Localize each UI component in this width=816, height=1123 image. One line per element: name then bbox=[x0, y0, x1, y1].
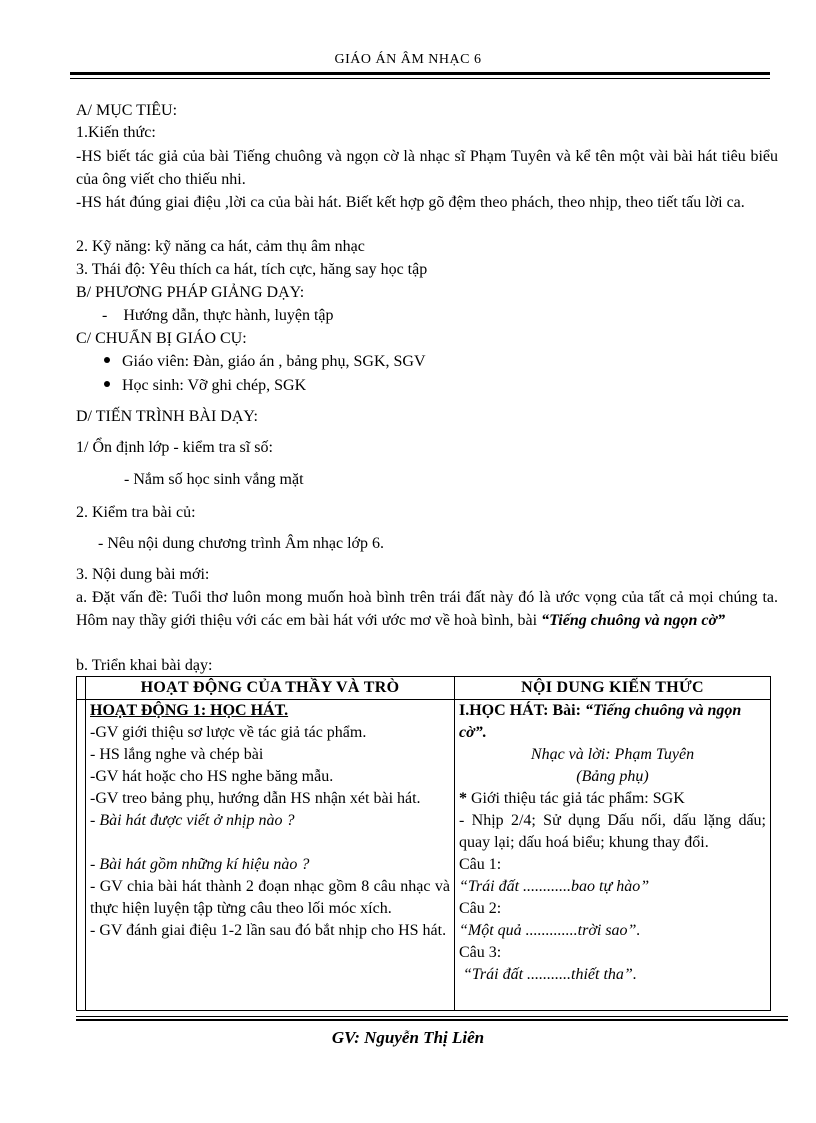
content-content bbox=[459, 700, 766, 1010]
activity-line-2: - HS lắng nghe và chép bài bbox=[90, 746, 264, 763]
section-d3: 3. Nội dung bài mới: bbox=[76, 566, 210, 583]
table-header-activities: HOẠT ĐỘNG CỦA THẦY VÀ TRÒ bbox=[86, 677, 455, 700]
section-c-heading: C/ CHUẨN BỊ GIÁO CỤ: bbox=[76, 330, 247, 347]
content-intro bbox=[459, 788, 766, 810]
activities-content bbox=[90, 700, 450, 1010]
bullet-icon bbox=[104, 357, 110, 363]
section-a2: 2. Kỹ năng: kỹ năng ca hát, cảm thụ âm nhạc bbox=[76, 238, 365, 255]
content-author: Nhạc và lời: Phạm Tuyên bbox=[530, 746, 695, 763]
section-d2-item: - Nêu nội dung chương trình Âm nhạc lớp 6. bbox=[98, 535, 384, 552]
spacer bbox=[90, 832, 450, 854]
table-row bbox=[77, 700, 771, 1011]
section-b-item bbox=[102, 305, 334, 327]
content-board-note: (Bảng phụ) bbox=[576, 768, 649, 785]
section-a1-paragraph-2: -HS hát đúng giai điệu ,lời ca của bài hát. Biết kết hợp gõ đệm theo phách, theo nhịp, theo tiết tấu lời ca. bbox=[76, 194, 745, 211]
content-phrase-2-label: Câu 2: bbox=[459, 900, 502, 917]
section-a1-heading: 1.Kiến thức: bbox=[76, 124, 156, 141]
section-c-item-1-text: Giáo viên: Đàn, giáo án , bảng phụ, SGK, SGV bbox=[122, 353, 426, 370]
dash-marker: - bbox=[102, 307, 124, 324]
footer-rule-thin bbox=[76, 1016, 788, 1017]
activity-line-6: - GV đánh giai điệu 1-2 lần sau đó bắt nhịp cho HS hát. bbox=[90, 922, 447, 939]
section-c-item-1 bbox=[104, 351, 426, 373]
star-marker: * bbox=[459, 790, 471, 807]
content-notes: - Nhịp 2/4; Sử dụng Dấu nối, dấu lặng dấu; quay lại; dấu hoá biểu; khung thay đổi. bbox=[459, 812, 766, 851]
lesson-table bbox=[76, 676, 771, 1011]
content-title-song: “Tiếng chuông và ngọn cờ”. bbox=[459, 702, 742, 741]
table-gutter-cell bbox=[77, 677, 86, 700]
section-d1: 1/ Ổn định lớp - kiểm tra sĩ số: bbox=[76, 439, 273, 456]
section-d1-item: - Nắm số học sinh vắng mặt bbox=[124, 471, 304, 488]
header-rule-thick bbox=[70, 72, 770, 75]
content-title-prefix: I.HỌC HÁT: Bài: bbox=[459, 702, 585, 719]
section-b-item-text: Hướng dẫn, thực hành, luyện tập bbox=[123, 307, 334, 324]
content-phrase-1-text: “Trái đất ............bao tự hào” bbox=[459, 878, 650, 895]
activity-question-2: - Bài hát gồm những kí hiệu nào ? bbox=[90, 856, 310, 873]
content-title bbox=[459, 700, 766, 744]
table-gutter-cell bbox=[77, 700, 86, 1011]
activity-line-4: -GV treo bảng phụ, hướng dẫn HS nhận xét bài hát. bbox=[90, 790, 421, 807]
content-intro-text: Giới thiệu tác giả tác phẩm: SGK bbox=[471, 790, 685, 807]
content-phrase-3-label: Câu 3: bbox=[459, 944, 502, 961]
section-a-heading: A/ MỤC TIÊU: bbox=[76, 102, 178, 119]
section-d-heading: D/ TIẾN TRÌNH BÀI DẠY: bbox=[76, 408, 258, 425]
section-d3a-paragraph bbox=[76, 586, 778, 632]
activities-cell bbox=[86, 700, 455, 1011]
activity-line-5: - GV chia bài hát thành 2 đoạn nhạc gồm 8 câu nhạc và thực hiện luyện tập từng câu theo lối móc xích. bbox=[90, 878, 450, 917]
page-header-title: GIÁO ÁN ÂM NHẠC 6 bbox=[334, 52, 482, 67]
table-header-content: NỘI DUNG KIẾN THỨC bbox=[455, 677, 771, 700]
footer-rule-thick bbox=[76, 1019, 788, 1021]
section-a3: 3. Thái độ: Yêu thích ca hát, tích cực, hăng say học tập bbox=[76, 261, 428, 278]
section-b-heading: B/ PHƯƠNG PHÁP GIẢNG DẠY: bbox=[76, 284, 305, 301]
section-a1-paragraph-1: -HS biết tác giả của bài Tiếng chuông và ngọn cờ là nhạc sĩ Phạm Tuyên và kể tên một vài bài hát tiêu biểu của ông viết cho thiếu nhi. bbox=[76, 148, 778, 188]
bullet-icon bbox=[104, 381, 110, 387]
content-cell bbox=[455, 700, 771, 1011]
section-c-item-2 bbox=[104, 375, 306, 397]
section-d2: 2. Kiểm tra bài củ: bbox=[76, 504, 196, 521]
section-c-item-2-text: Học sinh: Vỡ ghi chép, SGK bbox=[122, 377, 307, 394]
section-d3a-prefix: a. Đặt vấn đề: bbox=[76, 589, 168, 606]
activity-line-3: -GV hát hoặc cho HS nghe băng mẫu. bbox=[90, 768, 334, 785]
footer-teacher-name: GV: Nguyễn Thị Liên bbox=[331, 1028, 485, 1047]
content-phrase-2-text: “Một quả .............trời sao”. bbox=[459, 922, 641, 939]
activity-1-title: HOẠT ĐỘNG 1: HỌC HÁT. bbox=[90, 702, 289, 719]
activity-question-1: - Bài hát được viết ở nhịp nào ? bbox=[90, 812, 295, 829]
section-d3a-song-title: “Tiếng chuông và ngọn cờ” bbox=[541, 612, 726, 629]
content-phrase-1-label: Câu 1: bbox=[459, 856, 502, 873]
section-d3b: b. Triển khai bài dạy: bbox=[76, 657, 213, 674]
section-d3a-text: Tuổi thơ luôn mong muốn hoà bình trên trái đất này đó là ước vọng của tất cả mọi chúng ta. Hôm nay thầy giới thiệu với các em bài hát với ước mơ về hoà bình, bài bbox=[76, 589, 778, 629]
header-rule-thin bbox=[70, 78, 770, 79]
content-phrase-3-text: “Trái đất ...........thiết tha”. bbox=[463, 966, 637, 983]
table-header-row bbox=[77, 677, 771, 700]
activity-line-1: -GV giới thiệu sơ lược về tác giả tác phẩm. bbox=[90, 724, 367, 741]
